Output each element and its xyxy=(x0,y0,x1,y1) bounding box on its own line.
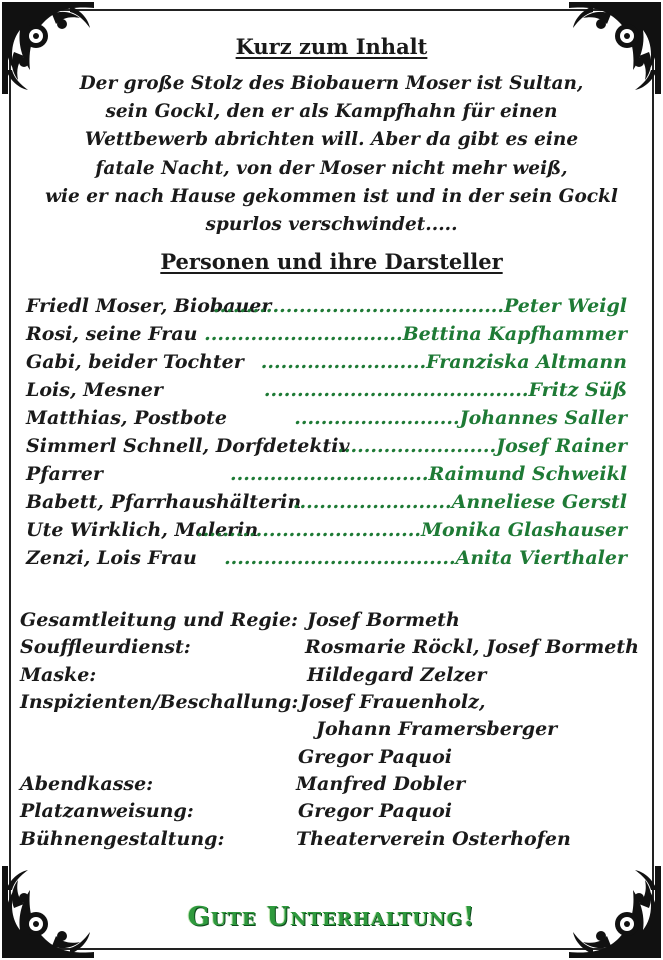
crew-value: Johann Framersberger xyxy=(316,718,558,740)
crew-row xyxy=(0,664,663,691)
cast-actor: ............................................Peter Weigl xyxy=(212,295,627,317)
cast-actor: ...................................Anita Vierthaler xyxy=(224,547,627,569)
cast-role: Babett, Pfarrhaushälterin xyxy=(26,491,302,513)
cast-row xyxy=(0,379,663,407)
crew-value: Josef Bormeth xyxy=(307,609,460,631)
crew-row xyxy=(0,746,663,773)
cast-row xyxy=(0,295,663,323)
cast-actor: ..............................Raimund Schweikl xyxy=(230,463,627,485)
cast-role: Matthias, Postbote xyxy=(26,407,227,429)
cast-actor: ........................Josef Rainer xyxy=(337,435,627,457)
cast-role: Ute Wirklich, Malerin xyxy=(26,519,259,541)
cast-actor: .........................Franziska Altmann xyxy=(260,351,627,373)
cast-actor: .........................Johannes Saller xyxy=(294,407,627,429)
cast-row xyxy=(0,463,663,491)
cast-actor: ........................................Fritz Süß xyxy=(263,379,627,401)
cast-role: Gabi, beider Tochter xyxy=(26,351,244,373)
crew-row xyxy=(0,828,663,855)
crew-label: Gesamtleitung und Regie: xyxy=(20,609,299,631)
summary-line: fatale Nacht, von der Moser nicht mehr weiß, xyxy=(95,157,568,179)
crew-label: Maske: xyxy=(20,664,97,686)
cast-row xyxy=(0,323,663,351)
cast-row xyxy=(0,547,663,575)
cast-actor: ........................Anneliese Gerstl xyxy=(292,491,627,513)
crew-row xyxy=(0,718,663,745)
crew-label: Souffleurdienst: xyxy=(20,636,191,658)
crew-value: Rosmarie Röckl, Josef Bormeth xyxy=(305,636,639,658)
cast-row xyxy=(0,491,663,519)
crew-value: Josef Frauenholz, xyxy=(300,691,486,713)
crew-row xyxy=(0,609,663,636)
summary-line: wie er nach Hause gekommen ist und in der sein Gockl xyxy=(45,185,618,207)
summary-text xyxy=(0,70,663,239)
summary-line: Wettbewerb abrichten will. Aber da gibt es eine xyxy=(84,129,579,151)
cast-role: Friedl Moser, Biobauer xyxy=(26,295,272,317)
cast-row xyxy=(0,351,663,379)
crew-row xyxy=(0,800,663,827)
crew-value: Gregor Paquoi xyxy=(298,800,452,822)
crew-value: Gregor Paquoi xyxy=(298,746,452,768)
crew-value: Theaterverein Osterhofen xyxy=(296,828,571,850)
crew-label: Bühnengestaltung: xyxy=(20,828,225,850)
summary-line: spurlos verschwindet..... xyxy=(205,214,458,236)
cast-row xyxy=(0,435,663,463)
summary-line: Der große Stolz des Biobauern Moser ist Sultan, xyxy=(79,73,584,94)
cast-heading: Personen und ihre Darsteller xyxy=(160,249,503,274)
cast-row xyxy=(0,407,663,435)
cast-role: Rosi, seine Frau xyxy=(26,323,198,345)
crew-label: Platzanweisung: xyxy=(20,800,194,822)
cast-role: Lois, Mesner xyxy=(26,379,163,401)
cast-role: Pfarrer xyxy=(26,463,103,485)
crew-value: Manfred Dobler xyxy=(296,773,466,795)
crew-value: Hildegard Zelzer xyxy=(307,664,487,686)
cast-row xyxy=(0,519,663,547)
crew-label: Abendkasse: xyxy=(20,773,154,795)
cast-role: Zenzi, Lois Frau xyxy=(26,547,197,569)
crew-label: Inspizienten/Beschallung: xyxy=(20,691,299,713)
crew-row xyxy=(0,636,663,663)
closing-greeting: Gute Unterhaltung! xyxy=(187,902,476,932)
cast-actor: ..............................Bettina Kapfhammer xyxy=(204,323,627,345)
cast-role: Simmerl Schnell, Dorfdetektiv xyxy=(26,435,350,457)
summary-heading: Kurz zum Inhalt xyxy=(235,34,428,59)
cast-actor: ..................................Monika Glashauser xyxy=(196,519,627,541)
summary-line: sein Gockl, den er als Kampfhahn für einen xyxy=(105,101,558,123)
crew-row xyxy=(0,773,663,800)
crew-row xyxy=(0,691,663,718)
